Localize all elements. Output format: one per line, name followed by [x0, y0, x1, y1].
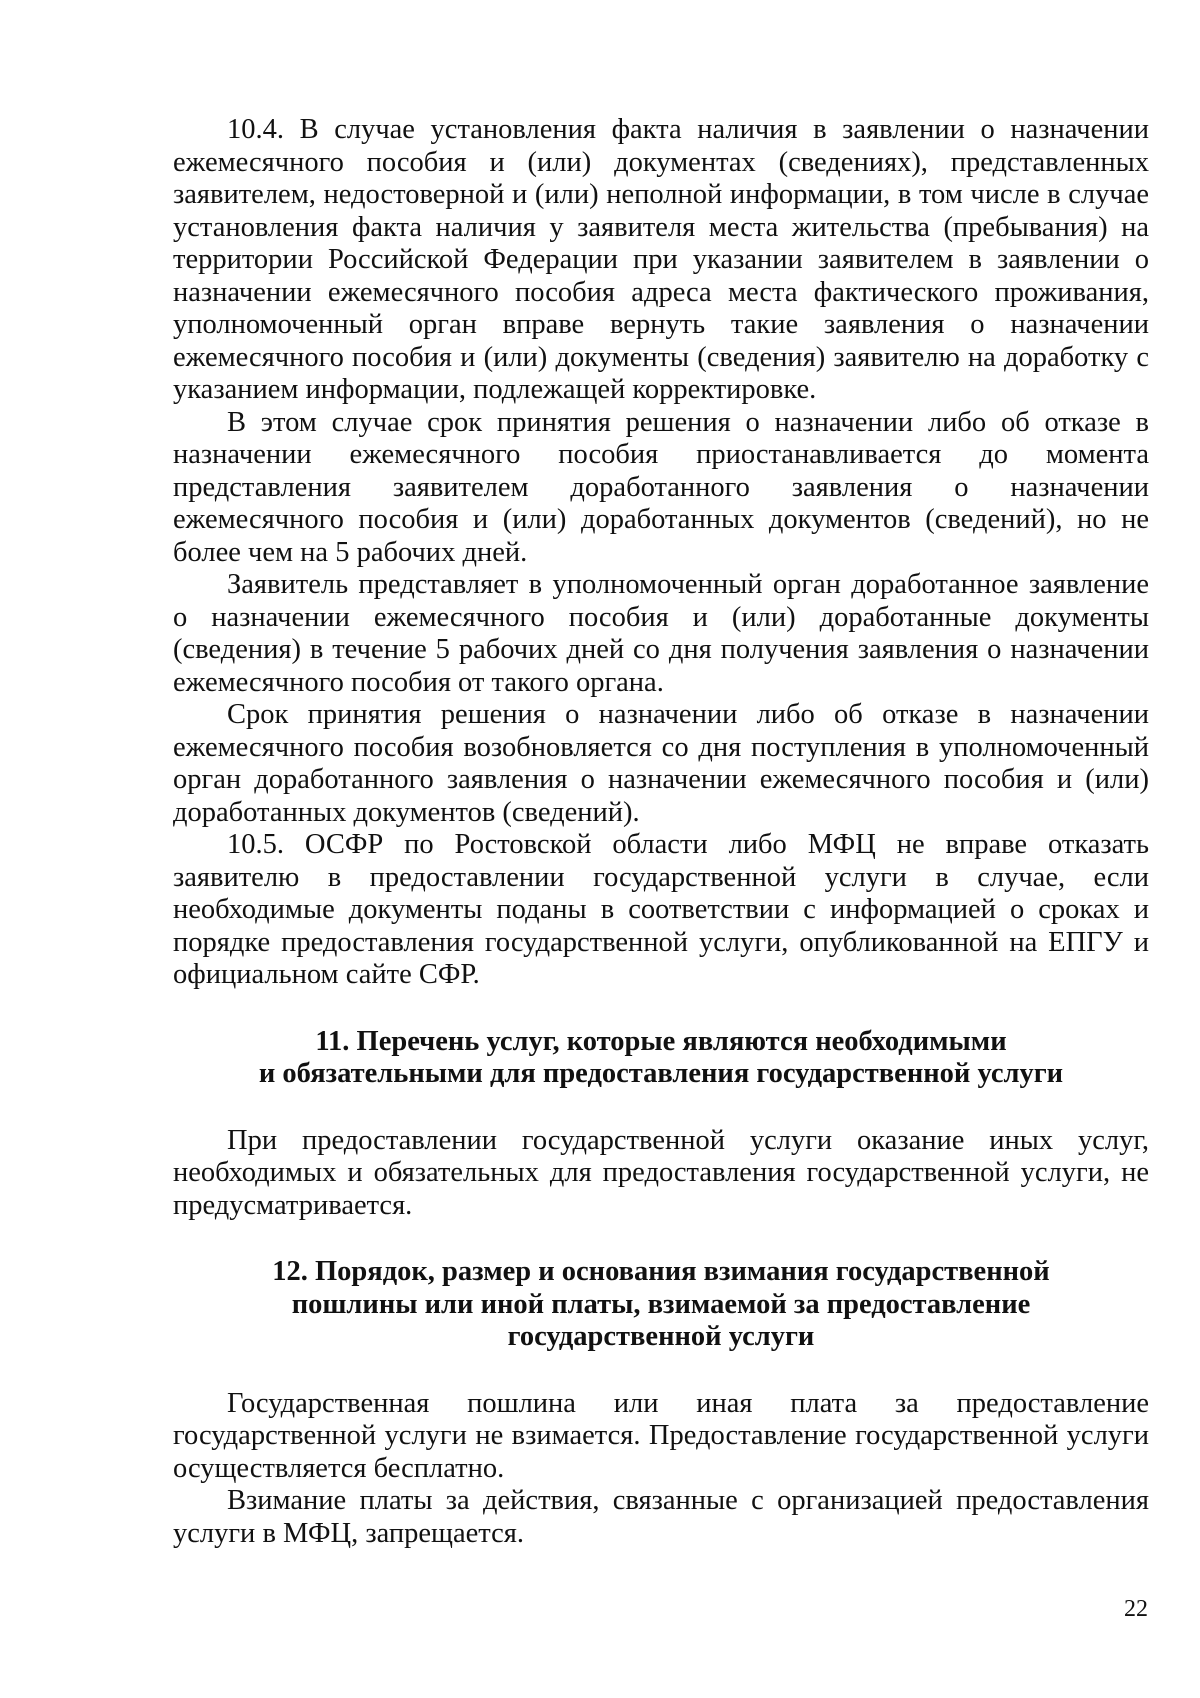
spacer	[173, 1091, 1149, 1125]
section-12-heading-line-3: государственной услуги	[507, 1321, 815, 1352]
section-12-heading-line-1: 12. Порядок, размер и основания взимания государственной	[272, 1256, 1050, 1287]
paragraph-term-resumed: Срок принятия решения о назначении либо об отказе в назначении ежемесячного пособия возобновляется со дня поступления в уполномоченный орган доработанного заявления о назначении ежемесячного пособия и (или) доработанных документов (сведений).	[173, 699, 1149, 828]
page-number: 22	[1124, 1596, 1148, 1622]
section-12-heading	[173, 1256, 1149, 1354]
paragraph-10-4: 10.4. В случае установления факта наличия в заявлении о назначении ежемесячного пособия и (или) документах (сведениях), представленных заявителем, недостоверной и (или) неполной информации, в том числе в случае установления факта наличия у заявителя места жительства (пребывания) на территории Российской Федерации при указании заявителем в заявлении о назначении ежемесячного пособия адреса места фактического проживания, уполномоченный орган вправе вернуть такие заявления о назначении ежемесячного пособия и (или) документы (сведения) заявителю на доработку с указанием информации, подлежащей корректировке.	[173, 114, 1149, 405]
spacer	[173, 1222, 1149, 1256]
section-11-paragraph: При предоставлении государственной услуги оказание иных услуг, необходимых и обязательных для предоставления государственной услуги, не предусматривается.	[173, 1124, 1149, 1221]
spacer	[173, 1354, 1149, 1388]
section-12-paragraph-fee: Государственная пошлина или иная плата за предоставление государственной услуги не взимается. Предоставление государственной услуги осуществляется бесплатно.	[173, 1387, 1149, 1484]
section-12-heading-line-2: пошлины или иной платы, взимаемой за предоставление	[291, 1288, 1031, 1320]
paragraph-resubmission: Заявитель представляет в уполномоченный орган доработанное заявление о назначении ежемесячного пособия и (или) доработанные документы (сведения) в течение 5 рабочих дней со дня получения заявления о назначении ежемесячного пособия от такого органа.	[173, 569, 1149, 698]
paragraph-suspension-term: В этом случае срок принятия решения о назначении либо об отказе в назначении ежемесячного пособия приостанавливается до момента представления заявителем доработанного заявления о назначении ежемесячного пособия и (или) доработанных документов (сведений), но не более чем на 5 рабочих дней.	[173, 406, 1149, 568]
page-body	[173, 114, 1149, 1550]
section-11-heading-line-2: и обязательными для предоставления государственной услуги	[258, 1058, 1064, 1089]
spacer	[173, 992, 1149, 1026]
section-11-heading	[173, 1026, 1149, 1091]
section-11-heading-line-1: 11. Перечень услуг, которые являются необходимыми	[315, 1025, 1007, 1057]
section-12-paragraph-mfc: Взимание платы за действия, связанные с организацией предоставления услуги в МФЦ, запрещается.	[173, 1485, 1149, 1549]
paragraph-10-5: 10.5. ОСФР по Ростовской области либо МФЦ не вправе отказать заявителю в предоставлении государственной услуги в случае, если необходимые документы поданы в соответствии с информацией о сроках и порядке предоставления государственной услуги, опубликованной на ЕПГУ и официальном сайте СФР.	[173, 829, 1149, 990]
